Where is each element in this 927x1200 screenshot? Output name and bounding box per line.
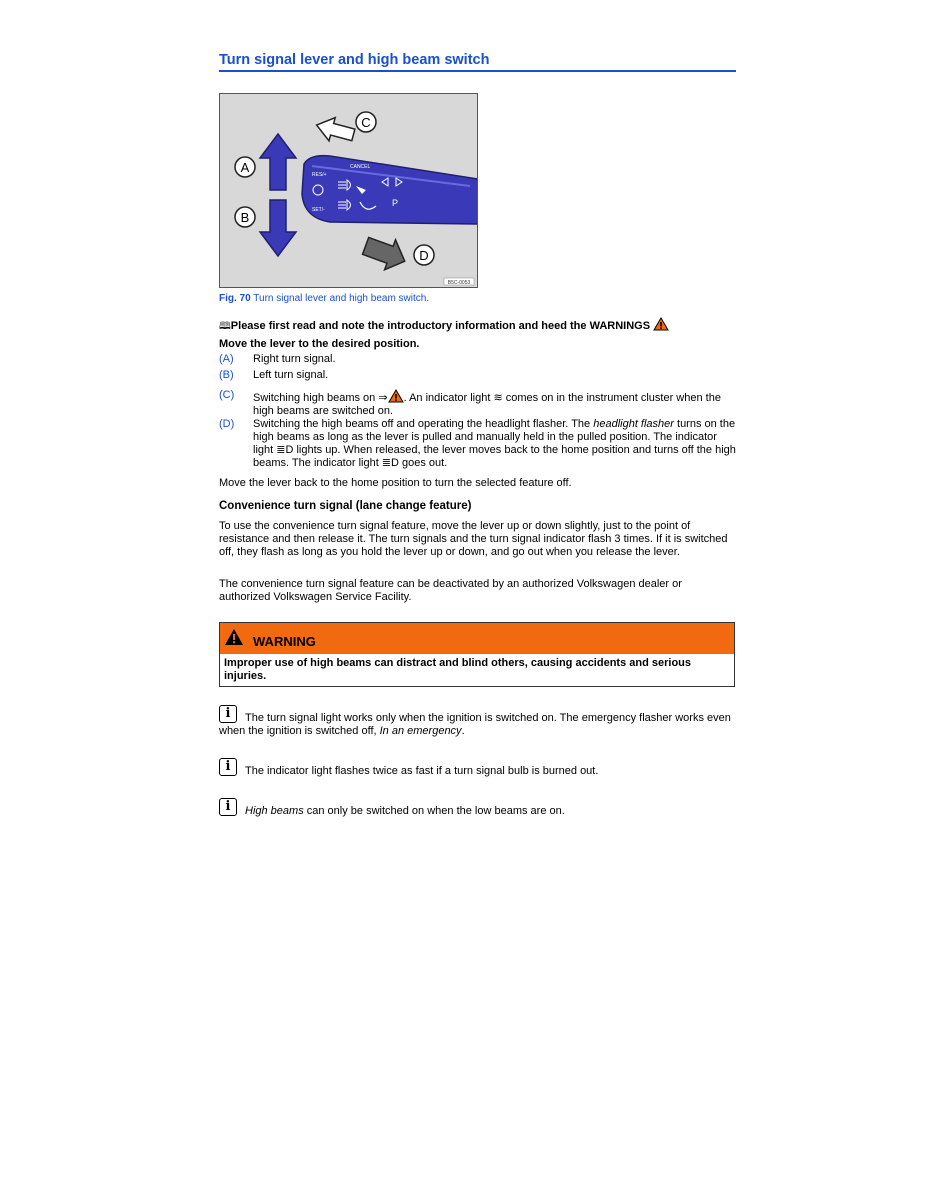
item-text: Right turn signal. [253, 353, 336, 365]
figure-turn-signal-lever [219, 93, 478, 288]
warning-triangle-icon [388, 389, 404, 403]
item-text-post: . An indicator light ≋ comes on in the instrument cluster when the high beams are switched on. [253, 392, 721, 417]
page-title: Turn signal lever and high beam switch [219, 52, 736, 72]
item-text: Left turn signal. [253, 369, 329, 381]
item-text [253, 389, 736, 418]
note-text-emphasis: In an emergency [379, 725, 462, 737]
info-icon: i [219, 705, 237, 723]
lever-illustration [220, 94, 477, 287]
warning-text: Improper use of high beams can distract and blind others, causing accidents and serious injuries. [224, 657, 691, 682]
convenience-paragraph-2: The convenience turn signal feature can be deactivated by an authorized Volkswagen dealer or authorized Volkswagen Service Facility. [219, 578, 682, 603]
note-text-part: can only be switched on when the low beams are on. [303, 805, 565, 817]
list-item-c [219, 389, 736, 415]
convenience-paragraph-1: To use the convenience turn signal feature, move the lever up or down slightly, just to the point of resistance and then release it. The turn signals and the turn signal indicator flash 3 times. If it is switched off, they flash as long as you hold the lever up or down, and go out when you release the lever. [219, 520, 728, 558]
item-text-emphasis: headlight flasher [593, 418, 674, 430]
note-1 [219, 705, 736, 738]
label-d: D [419, 248, 429, 263]
item-label: (B) [219, 369, 234, 381]
book-icon: 🕮 [219, 321, 231, 332]
info-icon: i [219, 798, 237, 816]
note-2 [219, 758, 736, 778]
info-icon: i [219, 758, 237, 776]
note-text-part: The indicator light flashes twice as fast if a turn signal bulb is burned out. [245, 765, 599, 777]
item-text-part: turns on the high beams as long as the lever is pulled and manually held in the pulled position. The indicator light ≣D lights up. When released, the lever moves back to the home position and turns off the high beams. The indicator light ≣D goes out. [253, 418, 736, 469]
intro-line [219, 317, 669, 336]
figure-caption-text: Turn signal lever and high beam switch. [250, 293, 430, 304]
lever-set-text: SET/- [312, 207, 325, 213]
item-label: (C) [219, 389, 235, 401]
move-back-text: Move the lever back to the home position to turn the selected feature off. [219, 477, 572, 489]
convenience-heading: Convenience turn signal (lane change feature) [219, 500, 472, 512]
lever-cancel-text: CANCEL [350, 164, 371, 170]
warning-box [219, 622, 735, 687]
item-text-part: Switching the high beams off and operating the headlight flasher. The [253, 418, 594, 430]
note-text-part: . [461, 725, 465, 737]
list-item-a [219, 353, 736, 366]
item-label: (A) [219, 353, 234, 365]
move-lever-heading: Move the lever to the desired position. [219, 338, 420, 350]
warning-header [220, 623, 734, 654]
list-item-d [219, 418, 736, 470]
note-3 [219, 798, 736, 818]
note-text-emphasis: High beams [245, 805, 304, 817]
warning-triangle-icon [653, 317, 669, 331]
list-item-b [219, 369, 736, 382]
lever-resume-text: RES/+ [312, 172, 327, 178]
note-text [219, 705, 736, 738]
item-text-pre: Switching high beams on ⇒ [253, 392, 388, 404]
item-text [253, 418, 736, 470]
label-a: A [240, 160, 250, 175]
intro-text: Please first read and note the introductory information and heed the WARNINGS [230, 320, 651, 332]
lever-p-text: P [392, 198, 399, 208]
label-b: B [240, 210, 250, 225]
warning-icon [224, 628, 244, 646]
item-label: (D) [219, 418, 235, 430]
figure-caption [219, 293, 429, 304]
note-text-part: The turn signal light works only when the ignition is switched on. The emergency flasher works even when the ignition is switched off, [219, 712, 731, 737]
label-c: C [361, 115, 371, 130]
warning-label: WARNING [253, 634, 316, 649]
note-text [219, 798, 736, 818]
note-text [219, 758, 736, 778]
figure-number: Fig. 70 [219, 293, 251, 304]
figure-code: B5C-0053 [447, 280, 471, 286]
